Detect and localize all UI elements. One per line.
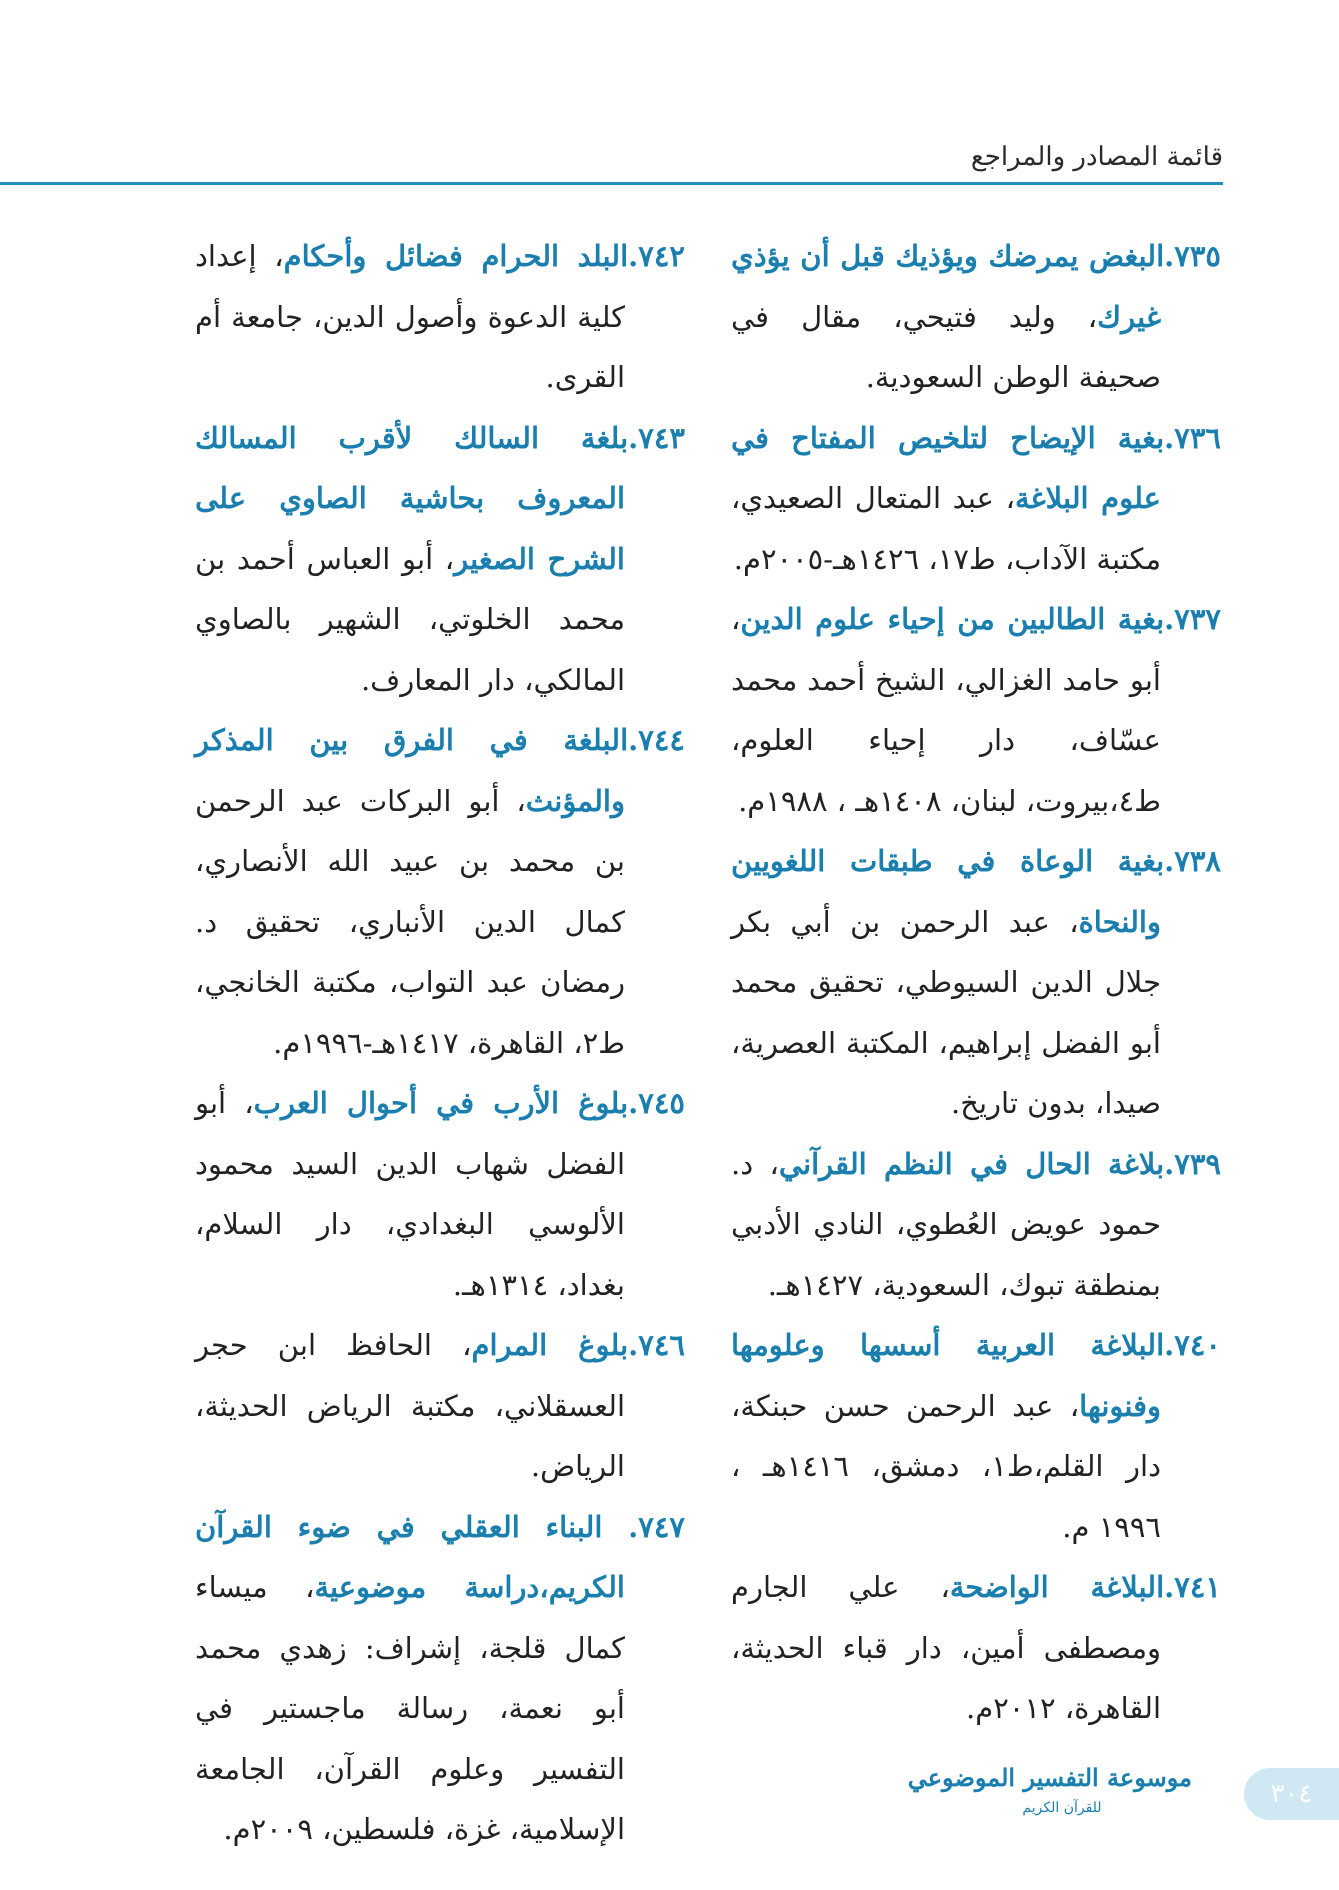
entry-number: ٧٣٩. [1164,1146,1221,1181]
reference-entry-746 [195,1315,685,1497]
logo-title: موسوعة التفسير الموضوعي [907,1763,1192,1792]
encyclopedia-logo [907,1758,1192,1838]
entry-number: ٧٤٥. [628,1086,685,1120]
entry-number: ٧٣٥. [1164,239,1221,273]
entry-title: البلد الحرام فضائل وأحكام [283,239,629,273]
entry-number: ٧٤٤. [628,723,685,757]
entry-number: ٧٤١. [1164,1570,1221,1604]
header-title: قائمة المصادر والمراجع [970,142,1223,172]
reference-entry-740 [731,1315,1221,1557]
entry-number: ٧٣٧. [1164,602,1221,636]
entry-details: ، الحافظ ابن حجر العسقلاني، مكتبة الرياض الحديثة، الرياض. [195,1328,625,1483]
entry-title: البلاغة العربية أسسها وعلومها وفنونها [731,1328,1165,1423]
reference-entry-743 [195,408,685,711]
entry-number: ٧٣٨. [1164,844,1221,878]
entry-number: ٧٤٢. [628,239,685,273]
reference-entry-747 [195,1497,685,1860]
right-column [731,226,1221,1739]
entry-number: ٧٤٧. [602,1509,685,1544]
left-column [195,226,685,1860]
header-rule [0,182,1223,185]
entry-details: ، د. حمود عويض العُطوي، النادي الأدبي بمنطقة تبوك، السعودية، ١٤٢٧هـ. [731,1146,1161,1302]
entry-title: البغض يمرضك ويؤذيك قبل أن يؤذي غيرك [731,239,1165,334]
reference-entry-735 [731,226,1221,408]
entry-number: ٧٣٦. [1164,420,1221,455]
entry-number: ٧٤٦. [628,1328,685,1362]
entry-details: ، عبد الرحمن حسن حبنكة، دار القلم،ط١، دمشق، ١٤١٦هـ ، ١٩٩٦ م. [731,1388,1161,1544]
entry-details: ، علي الجارم ومصطفى أمين، دار قباء الحديثة، القاهرة، ٢٠١٢م. [731,1570,1161,1725]
entry-title: بغية الوعاة في طبقات اللغويين والنحاة [731,844,1165,939]
entry-details: ، أبو البركات عبد الرحمن بن محمد بن عبيد الله الأنصاري، كمال الدين الأنباري، تحقيق د. رمضان عبد التواب، مكتبة الخانجي، ط٢، القاهرة، ١٤١٧هـ-١٩٩٦م. [195,783,625,1060]
reference-entry-741 [731,1557,1221,1739]
entry-details: ، أبو الفضل شهاب الدين السيد محمود الألوسي البغدادي، دار السلام، بغداد، ١٣١٤هـ. [195,1086,625,1302]
entry-title: البلاغة الواضحة [949,1570,1165,1604]
entry-title: بلوغ الأرب في أحوال العرب [253,1086,629,1120]
entry-title: البناء العقلي في ضوء القرآن الكريم،دراسة موضوعية [195,1509,625,1604]
entry-number: ٧٤٣. [628,420,685,455]
entry-title: بلاغة الحال في النظم القرآني [778,1146,1165,1181]
entry-title: بغية الإيضاح لتلخيص المفتاح في علوم البلاغة [731,420,1165,515]
reference-entry-738 [731,831,1221,1134]
entry-details: ، ميساء كمال قلجة، إشراف: زهدي محمد أبو نعمة، رسالة ماجستير في التفسير وعلوم القرآن، الجامعة الإسلامية، غزة، فلسطين، ٢٠٠٩م. [195,1570,625,1846]
reference-entry-742 [195,226,685,408]
logo-subtitle: للقرآن الكريم [1022,1800,1102,1816]
reference-entry-737 [731,589,1221,831]
reference-entry-736 [731,408,1221,590]
entry-details: ، وليد فتيحي، مقال في صحيفة الوطن السعودية. [731,299,1161,394]
page-header [0,142,1223,188]
reference-entry-739 [731,1134,1221,1316]
entry-details: ، أبو حامد الغزالي، الشيخ أحمد محمد عسّاف، دار إحياء العلوم، ط٤،بيروت، لبنان، ١٤٠٨هـ ، ١٩٨٨م. [731,602,1161,818]
entry-title: بغية الطالبين من إحياء علوم الدين [740,602,1165,636]
reference-entry-744 [195,710,685,1073]
page-number: ٣٠٤ [1270,1779,1313,1809]
entry-title: البلغة في الفرق بين المذكر والمؤنث [195,723,629,818]
entry-details: ، أبو العباس أحمد بن محمد الخلوتي، الشهير بالصاوي المالكي، دار المعارف. [195,541,625,697]
entry-details: ، إعداد كلية الدعوة وأصول الدين، جامعة أم القرى. [195,239,625,394]
entry-title: بلغة السالك لأقرب المسالك المعروف بحاشية الصاوي على الشرح الصغير [195,420,629,576]
entry-number: ٧٤٠. [1164,1328,1221,1362]
entry-details: ، عبد الرحمن بن أبي بكر جلال الدين السيوطي، تحقيق محمد أبو الفضل إبراهيم، المكتبة العصرية، صيدا، بدون تاريخ. [731,904,1161,1120]
entry-details: ، عبد المتعال الصعيدي، مكتبة الآداب، ط١٧، ١٤٢٦هـ-٢٠٠٥م. [731,481,1161,576]
reference-entry-745 [195,1073,685,1315]
entry-title: بلوغ المرام [471,1328,629,1362]
